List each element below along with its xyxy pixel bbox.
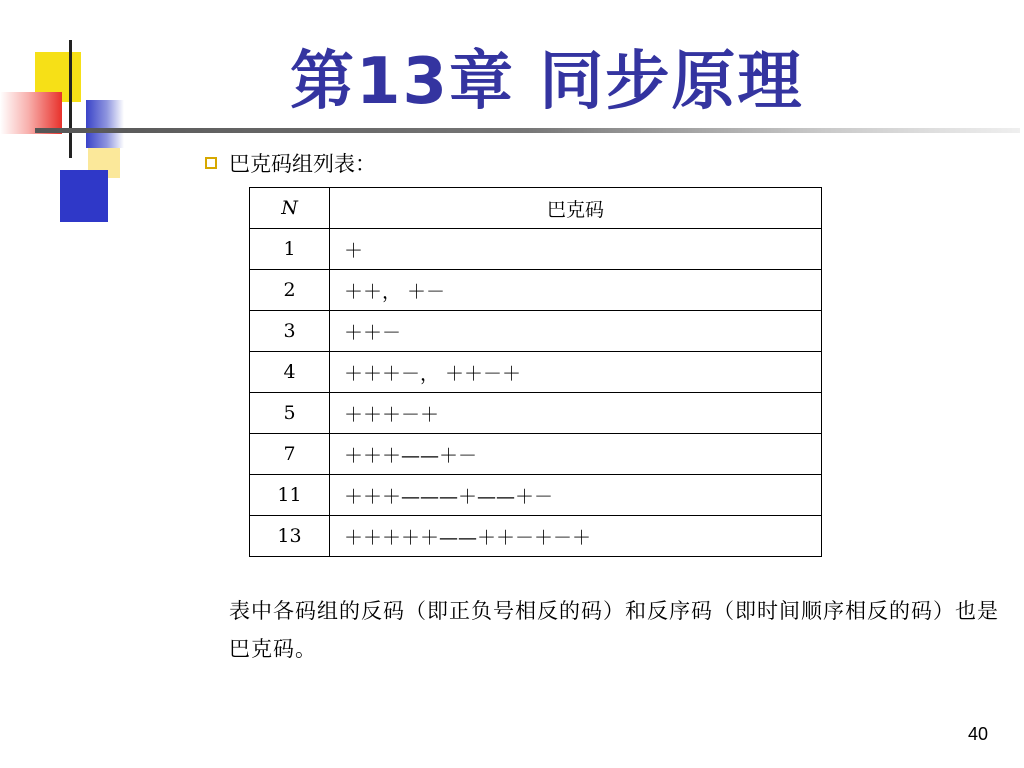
decor-blue-fade-square: [86, 100, 124, 148]
bullet-text: 巴克码组列表：: [229, 152, 376, 176]
cell-code: ＋＋－: [330, 311, 822, 352]
cell-n: 2: [250, 270, 330, 311]
square-bullet-icon: [205, 157, 217, 169]
cell-n: 1: [250, 229, 330, 270]
table-row: [250, 229, 822, 270]
cell-code: ＋＋＋———＋——＋－: [330, 475, 822, 516]
cell-code: ＋＋＋——＋－: [330, 434, 822, 475]
table-header-row: [250, 188, 822, 229]
note-paragraph: 表中各码组的反码（即正负号相反的码）和反序码（即时间顺序相反的码）也是巴克码。: [229, 599, 999, 661]
cell-n: 3: [250, 311, 330, 352]
cell-code: ＋＋＋－＋: [330, 393, 822, 434]
column-header-n: N: [250, 188, 330, 229]
cell-n: 11: [250, 475, 330, 516]
decor-vertical-line: [69, 40, 72, 158]
page-number: 40: [968, 724, 989, 744]
table-row: [250, 352, 822, 393]
table-row: [250, 393, 822, 434]
table-row: [250, 434, 822, 475]
table-row: [250, 516, 822, 557]
cell-n: 5: [250, 393, 330, 434]
decor-blue-square: [60, 170, 108, 222]
barker-code-table: [249, 187, 822, 557]
cell-code: ＋＋， ＋－: [330, 270, 822, 311]
slide-title: 第13章 同步原理: [290, 45, 804, 119]
title-divider-line: [35, 128, 1020, 133]
table-row: [250, 270, 822, 311]
table-row: [250, 311, 822, 352]
cell-code: ＋＋＋－， ＋＋－＋: [330, 352, 822, 393]
cell-n: 7: [250, 434, 330, 475]
cell-code: ＋: [330, 229, 822, 270]
table-row: [250, 475, 822, 516]
bullet-item: [205, 148, 376, 178]
column-header-code: 巴克码: [330, 188, 822, 229]
cell-code: ＋＋＋＋＋——＋＋－＋－＋: [330, 516, 822, 557]
cell-n: 4: [250, 352, 330, 393]
cell-n: 13: [250, 516, 330, 557]
